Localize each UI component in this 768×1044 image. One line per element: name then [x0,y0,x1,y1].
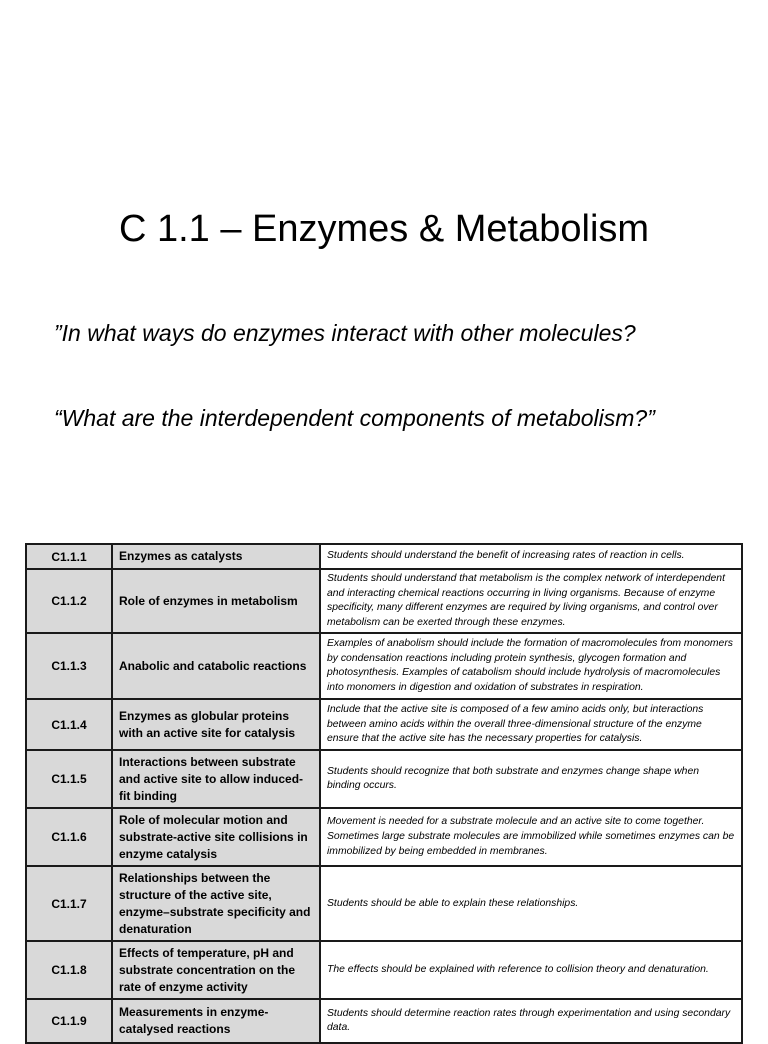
outcome-code: C1.1.8 [26,941,112,999]
outcome-topic: Enzymes as catalysts [112,544,320,569]
guiding-question-1: ”In what ways do enzymes interact with other molecules? [54,320,636,346]
outcome-topic: Role of enzymes in metabolism [112,569,320,633]
table-row [26,866,742,941]
outcome-guidance: The effects should be explained with reference to collision theory and denaturation. [320,941,742,999]
outcome-code: C1.1.3 [26,633,112,699]
outcome-code: C1.1.9 [26,999,112,1043]
table-row [26,544,742,569]
table-row [26,569,742,633]
outcome-topic: Relationships between the structure of the active site, enzyme–substrate specificity and denaturation [112,866,320,941]
table-row [26,633,742,699]
outcome-topic: Enzymes as globular proteins with an active site for catalysis [112,699,320,750]
slide-title: C 1.1 – Enzymes & Metabolism [118,208,650,250]
outcome-code: C1.1.5 [26,750,112,808]
outcome-guidance: Include that the active site is composed of a few amino acids only, but interactions between amino acids within the overall three-dimensional structure of the enzyme ensure that the active site has the necessary properties for catalysis. [320,699,742,750]
table-row [26,808,742,866]
outcome-guidance: Movement is needed for a substrate molecule and an active site to come together. Sometimes large substrate molecules are immobilized while sometimes enzymes can be immobilized by being embedded in membranes. [320,808,742,866]
outcome-topic: Effects of temperature, pH and substrate concentration on the rate of enzyme activity [112,941,320,999]
outcome-guidance: Students should recognize that both substrate and enzymes change shape when binding occurs. [320,750,742,808]
table-row [26,750,742,808]
outcome-topic: Role of molecular motion and substrate-active site collisions in enzyme catalysis [112,808,320,866]
outcome-topic: Interactions between substrate and active site to allow induced-fit binding [112,750,320,808]
outcome-code: C1.1.7 [26,866,112,941]
learning-outcomes-table [25,543,743,1044]
outcome-guidance: Students should understand the benefit of increasing rates of reaction in cells. [320,544,742,569]
outcome-guidance: Students should understand that metabolism is the complex network of interdependent and interacting chemical reactions occurring in living organisms. Because of enzyme specificity, many different enzymes are required by living organisms, and control over metabolism can be exerted through these enzymes. [320,569,742,633]
outcome-topic: Anabolic and catabolic reactions [112,633,320,699]
table-row [26,699,742,750]
outcome-topic: Measurements in enzyme-catalysed reactions [112,999,320,1043]
outcome-code: C1.1.1 [26,544,112,569]
outcome-guidance: Students should be able to explain these relationships. [320,866,742,941]
outcome-guidance: Examples of anabolism should include the formation of macromolecules from monomers by condensation reactions including protein synthesis, glycogen formation and photosynthesis. Examples of catabolism should include hydrolysis of macromolecules into monomers in digestion and oxidation of substrates in respiration. [320,633,742,699]
outcome-guidance: Students should determine reaction rates through experimentation and using secondary data. [320,999,742,1043]
table-row [26,941,742,999]
outcome-code: C1.1.4 [26,699,112,750]
outcome-code: C1.1.6 [26,808,112,866]
outcome-code: C1.1.2 [26,569,112,633]
table-row [26,999,742,1043]
guiding-question-2: “What are the interdependent components of metabolism?” [54,405,655,431]
